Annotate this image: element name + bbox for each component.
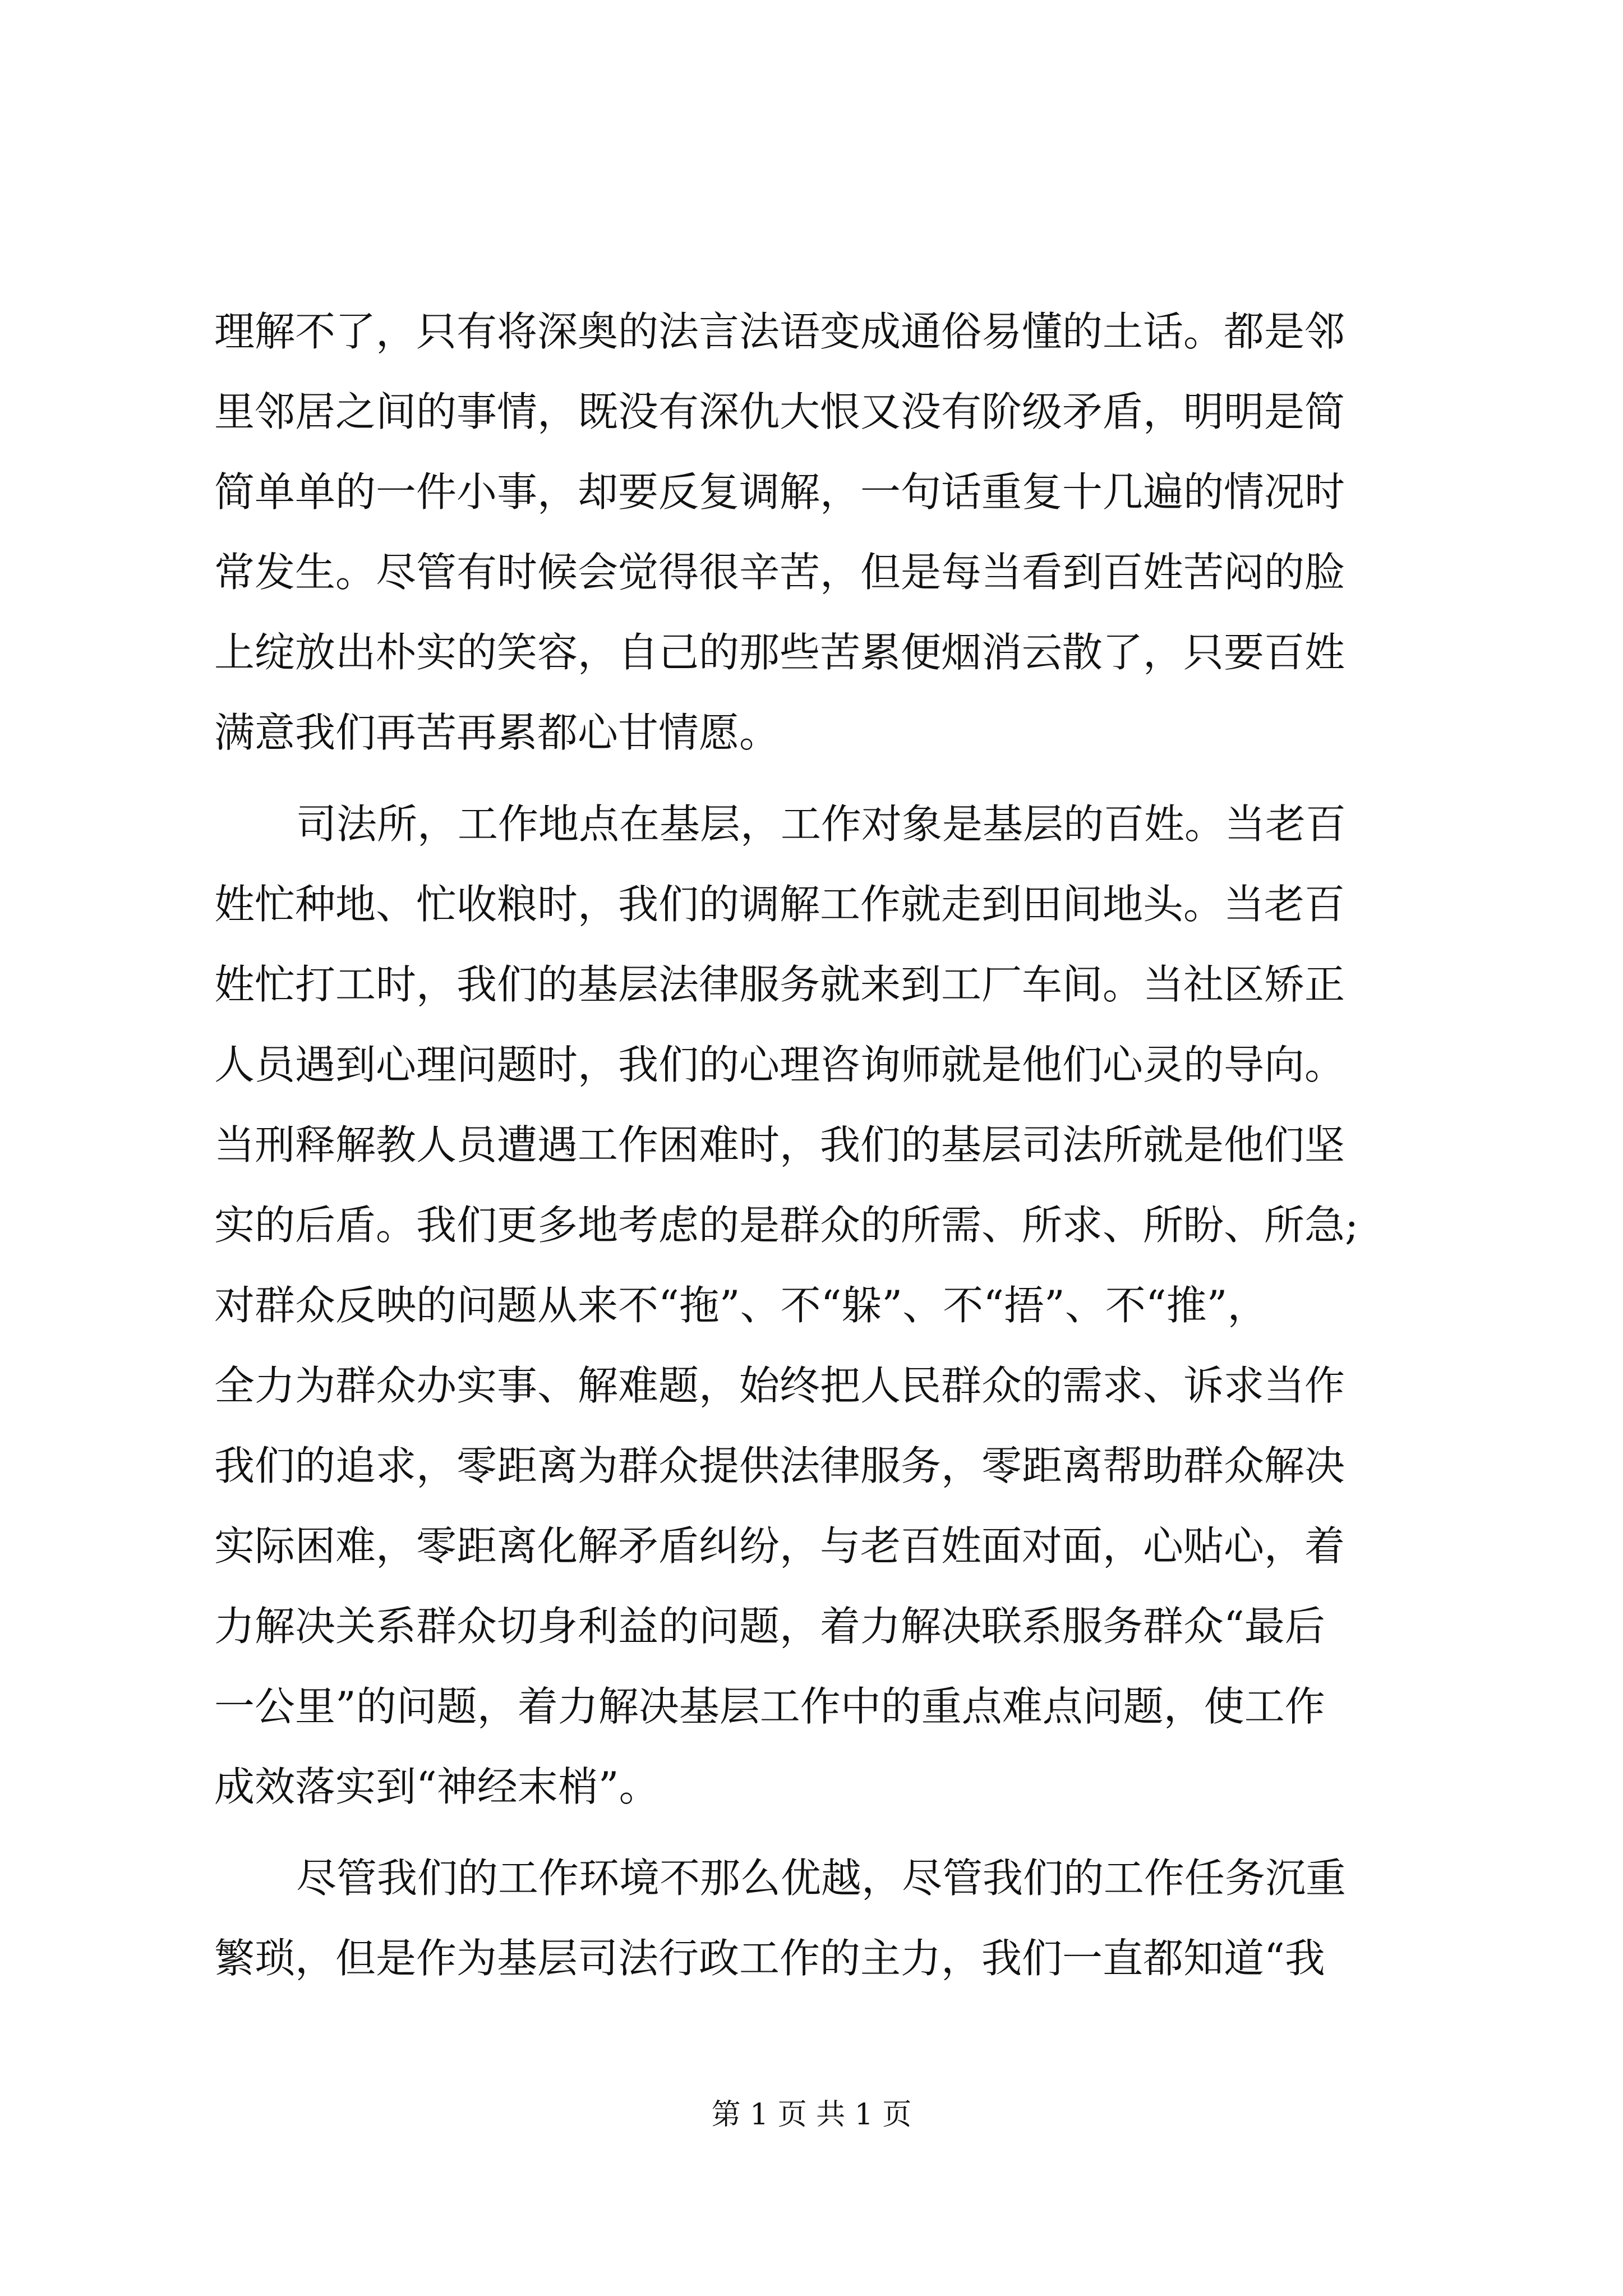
text-line: 一公里”的问题，着力解决基层工作中的重点难点问题，使工作 xyxy=(214,1683,1325,1730)
paragraph-1 xyxy=(214,292,1427,773)
paragraph-3 xyxy=(214,1838,1427,1999)
document-body xyxy=(214,292,1427,1999)
paragraph-spacer xyxy=(214,1827,1427,1838)
text-line: 理解不了，只有将深奥的法言法语变成通俗易懂的土话。都是邻 xyxy=(214,308,1345,355)
text-line: 实际困难，零距离化解矛盾纠纷，与老百姓面对面，心贴心，着 xyxy=(214,1522,1345,1570)
page-footer xyxy=(0,2095,1623,2134)
text-line: 繁琐，但是作为基层司法行政工作的主力，我们一直都知道“我 xyxy=(214,1935,1325,1982)
paragraph-spacer xyxy=(214,773,1427,784)
text-line: 全力为群众办实事、解难题，始终把人民群众的需求、诉求当作 xyxy=(214,1362,1345,1409)
text-line: 当刑释解教人员遭遇工作困难时，我们的基层司法所就是他们坚 xyxy=(214,1121,1345,1168)
text-line: 人员遇到心理问题时，我们的心理咨询师就是他们心灵的导向。 xyxy=(214,1041,1345,1088)
text-line: 司法所，工作地点在基层，工作对象是基层的百姓。当老百 xyxy=(296,800,1347,848)
text-line: 姓忙种地、忙收粮时，我们的调解工作就走到田间地头。当老百 xyxy=(214,881,1345,928)
text-line: 我们的追求，零距离为群众提供法律服务，零距离帮助群众解决 xyxy=(214,1442,1345,1489)
text-line: 简单单的一件小事，却要反复调解，一句话重复十几遍的情况时 xyxy=(214,468,1345,516)
text-line: 上绽放出朴实的笑容，自己的那些苦累便烟消云散了，只要百姓 xyxy=(214,629,1345,676)
page-number-label: 第 1 页 共 1 页 xyxy=(711,2098,912,2132)
text-line: 对群众反映的问题从来不“拖”、不“躲”、不“捂”、不“推”， xyxy=(214,1282,1268,1329)
paragraph-2 xyxy=(214,784,1427,1827)
text-line: 实的后盾。我们更多地考虑的是群众的所需、所求、所盼、所急; xyxy=(214,1202,1359,1249)
text-line: 力解决关系群众切身利益的问题，着力解决联系服务群众“最后 xyxy=(214,1603,1325,1650)
text-line: 满意我们再苦再累都心甘情愿。 xyxy=(214,709,780,756)
text-line: 里邻居之间的事情，既没有深仇大恨又没有阶级矛盾，明明是简 xyxy=(214,388,1345,435)
text-line: 常发生。尽管有时候会觉得很辛苦，但是每当看到百姓苦闷的脸 xyxy=(214,549,1345,596)
text-line: 成效落实到“神经末梢”。 xyxy=(214,1763,660,1810)
text-line: 尽管我们的工作环境不那么优越，尽管我们的工作任务沉重 xyxy=(296,1855,1347,1902)
text-line: 姓忙打工时，我们的基层法律服务就来到工厂车间。当社区矫正 xyxy=(214,961,1345,1008)
